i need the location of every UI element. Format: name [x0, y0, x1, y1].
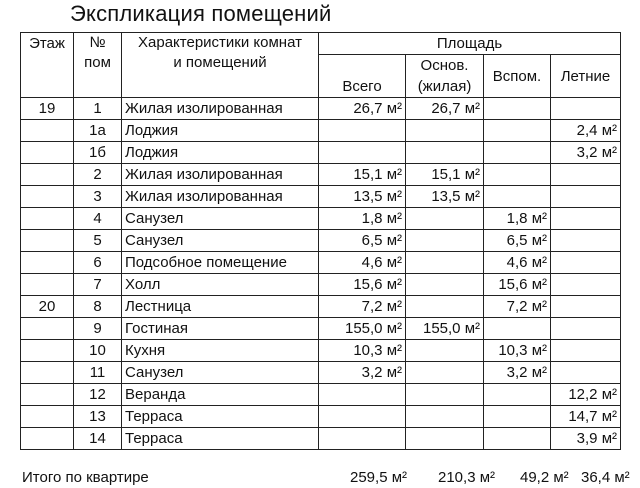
table-row: [21, 362, 621, 384]
header-room-number: [74, 33, 122, 98]
area-aux-cell: [484, 98, 551, 120]
area-aux-cell: [484, 428, 551, 450]
room-name-cell: Санузел: [122, 362, 319, 384]
room-number-cell: 4: [74, 208, 122, 230]
area-main-cell: [406, 120, 484, 142]
area-total-cell: [319, 384, 406, 406]
area-total-cell: [319, 406, 406, 428]
area-main-cell: [406, 142, 484, 164]
area-summer-cell: [551, 340, 621, 362]
floor-cell: [21, 384, 74, 406]
table-row: [21, 340, 621, 362]
area-main-cell: [406, 362, 484, 384]
area-main-cell: [406, 252, 484, 274]
room-name-cell: Санузел: [122, 208, 319, 230]
header-room-description: [122, 33, 319, 98]
area-summer-cell: [551, 274, 621, 296]
area-main-cell: 13,5 м²: [406, 186, 484, 208]
area-total-cell: [319, 120, 406, 142]
table-row: [21, 230, 621, 252]
room-number-cell: 1а: [74, 120, 122, 142]
area-aux-cell: [484, 164, 551, 186]
header-room-description-text: Характеристики комнат и помещений: [138, 34, 302, 71]
area-aux-cell: 3,2 м²: [484, 362, 551, 384]
area-total-cell: 3,2 м²: [319, 362, 406, 384]
floor-cell: [21, 164, 74, 186]
area-total-cell: 13,5 м²: [319, 186, 406, 208]
header-area-main: [406, 55, 484, 98]
floor-cell: [21, 230, 74, 252]
area-total-cell: 4,6 м²: [319, 252, 406, 274]
table-row: [21, 406, 621, 428]
room-name-cell: Лоджия: [122, 120, 319, 142]
area-main-cell: [406, 208, 484, 230]
room-name-cell: Жилая изолированная: [122, 186, 319, 208]
table-row: [21, 428, 621, 450]
room-number-cell: 9: [74, 318, 122, 340]
area-aux-cell: 10,3 м²: [484, 340, 551, 362]
area-total-cell: [319, 142, 406, 164]
floor-cell: 20: [21, 296, 74, 318]
room-number-cell: 7: [74, 274, 122, 296]
room-name-cell: Терраса: [122, 428, 319, 450]
table-row: [21, 384, 621, 406]
area-summer-cell: 14,7 м²: [551, 406, 621, 428]
area-summer-cell: [551, 186, 621, 208]
totals-summer: 36,4 м²: [581, 469, 630, 486]
room-name-cell: Жилая изолированная: [122, 164, 319, 186]
floor-cell: [21, 120, 74, 142]
room-number-cell: 3: [74, 186, 122, 208]
room-number-cell: 11: [74, 362, 122, 384]
area-summer-cell: [551, 362, 621, 384]
area-summer-cell: [551, 230, 621, 252]
explication-table-wrapper: [20, 32, 621, 450]
area-aux-cell: 1,8 м²: [484, 208, 551, 230]
area-aux-cell: [484, 318, 551, 340]
area-main-cell: [406, 406, 484, 428]
area-total-cell: 6,5 м²: [319, 230, 406, 252]
area-summer-cell: [551, 98, 621, 120]
area-summer-cell: [551, 208, 621, 230]
floor-cell: 19: [21, 98, 74, 120]
area-total-cell: [319, 428, 406, 450]
area-main-cell: [406, 428, 484, 450]
room-number-cell: 13: [74, 406, 122, 428]
room-number-cell: 1б: [74, 142, 122, 164]
table-body: [21, 98, 621, 450]
totals-main: 210,3 м²: [438, 469, 496, 486]
area-total-cell: 10,3 м²: [319, 340, 406, 362]
table-row: [21, 208, 621, 230]
area-main-cell: [406, 340, 484, 362]
table-row: [21, 186, 621, 208]
totals-label: Итого по квартире: [22, 469, 149, 486]
table-row: [21, 296, 621, 318]
table-row: [21, 274, 621, 296]
room-name-cell: Подсобное помещение: [122, 252, 319, 274]
area-aux-cell: 15,6 м²: [484, 274, 551, 296]
area-main-cell: 155,0 м²: [406, 318, 484, 340]
room-number-cell: 5: [74, 230, 122, 252]
area-main-cell: [406, 296, 484, 318]
header-area-total: Всего: [319, 55, 406, 98]
floor-cell: [21, 252, 74, 274]
area-aux-cell: 6,5 м²: [484, 230, 551, 252]
area-aux-cell: [484, 120, 551, 142]
room-name-cell: Санузел: [122, 230, 319, 252]
room-number-cell: 14: [74, 428, 122, 450]
area-aux-cell: 7,2 м²: [484, 296, 551, 318]
table-row: [21, 98, 621, 120]
header-floor: Этаж: [21, 33, 74, 98]
room-number-cell: 12: [74, 384, 122, 406]
explication-table: [20, 32, 621, 450]
area-summer-cell: [551, 252, 621, 274]
floor-cell: [21, 406, 74, 428]
room-number-cell: 10: [74, 340, 122, 362]
area-main-cell: [406, 384, 484, 406]
area-main-cell: [406, 230, 484, 252]
area-total-cell: 155,0 м²: [319, 318, 406, 340]
room-name-cell: Лоджия: [122, 142, 319, 164]
floor-cell: [21, 274, 74, 296]
area-aux-cell: [484, 186, 551, 208]
header-area-summer: Летние: [551, 55, 621, 98]
totals-total: 259,5 м²: [350, 469, 408, 486]
totals-aux: 49,2 м²: [520, 469, 569, 486]
table-row: [21, 164, 621, 186]
table-row: [21, 142, 621, 164]
floor-cell: [21, 428, 74, 450]
floor-cell: [21, 142, 74, 164]
room-name-cell: Лестница: [122, 296, 319, 318]
area-total-cell: 26,7 м²: [319, 98, 406, 120]
area-main-cell: [406, 274, 484, 296]
room-number-cell: 1: [74, 98, 122, 120]
area-aux-cell: [484, 384, 551, 406]
header-area: Площадь: [319, 33, 621, 55]
room-name-cell: Жилая изолированная: [122, 98, 319, 120]
room-name-cell: Веранда: [122, 384, 319, 406]
area-summer-cell: [551, 318, 621, 340]
area-total-cell: 1,8 м²: [319, 208, 406, 230]
header-room-number-text: № пом: [84, 34, 111, 71]
area-summer-cell: [551, 164, 621, 186]
area-aux-cell: [484, 406, 551, 428]
room-number-cell: 2: [74, 164, 122, 186]
area-aux-cell: 4,6 м²: [484, 252, 551, 274]
floor-cell: [21, 340, 74, 362]
header-area-aux: Вспом.: [484, 55, 551, 98]
room-name-cell: Терраса: [122, 406, 319, 428]
area-total-cell: 7,2 м²: [319, 296, 406, 318]
totals-row: [20, 466, 630, 486]
area-main-cell: 26,7 м²: [406, 98, 484, 120]
room-number-cell: 8: [74, 296, 122, 318]
room-name-cell: Кухня: [122, 340, 319, 362]
floor-cell: [21, 208, 74, 230]
area-aux-cell: [484, 142, 551, 164]
room-name-cell: Гостиная: [122, 318, 319, 340]
room-name-cell: Холл: [122, 274, 319, 296]
header-area-main-text: Основ. (жилая): [417, 57, 472, 95]
table-row: [21, 252, 621, 274]
area-total-cell: 15,6 м²: [319, 274, 406, 296]
document-title: Экспликация помещений: [70, 1, 332, 26]
area-summer-cell: 3,9 м²: [551, 428, 621, 450]
area-summer-cell: 3,2 м²: [551, 142, 621, 164]
floor-cell: [21, 362, 74, 384]
table-row: [21, 120, 621, 142]
floor-cell: [21, 186, 74, 208]
floor-cell: [21, 318, 74, 340]
area-summer-cell: 12,2 м²: [551, 384, 621, 406]
area-summer-cell: 2,4 м²: [551, 120, 621, 142]
area-total-cell: 15,1 м²: [319, 164, 406, 186]
room-number-cell: 6: [74, 252, 122, 274]
area-summer-cell: [551, 296, 621, 318]
area-main-cell: 15,1 м²: [406, 164, 484, 186]
table-row: [21, 318, 621, 340]
